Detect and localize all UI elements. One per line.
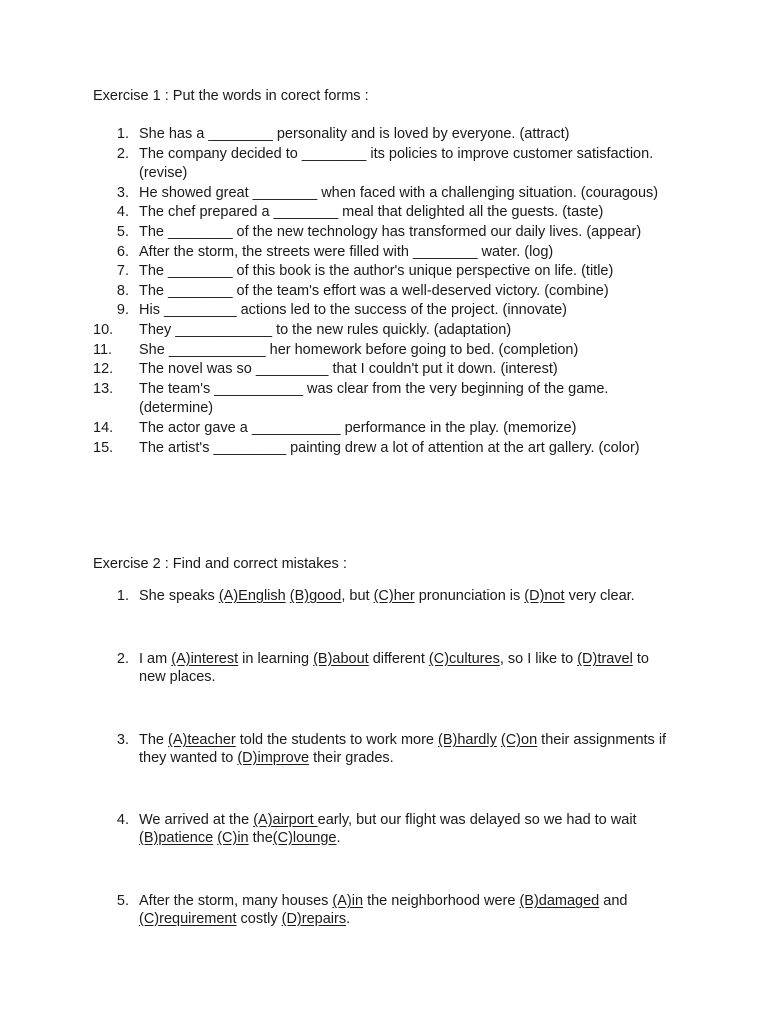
answer-option: (C)her [373, 588, 415, 604]
item-number: 10. [93, 321, 114, 338]
sentence-fragment: , so I like to [499, 651, 578, 667]
item-text: The actor gave a ___________ performance in the play. (memorize) [139, 419, 577, 436]
answer-option: (C)in [217, 829, 249, 846]
item-number: 5. [116, 223, 129, 240]
sentence-fragment: . [346, 910, 351, 927]
list-item [93, 223, 679, 243]
item-text: The team's ___________ was clear from the very beginning of the game. (determine) [139, 380, 609, 417]
item-number: 4. [116, 812, 129, 828]
item-number: 2. [116, 145, 129, 162]
item-number: 15. [93, 439, 114, 456]
answer-option: (B)patience [139, 829, 214, 846]
sentence-fragment: different [368, 651, 429, 667]
sentence-fragment: their grades. [309, 749, 394, 766]
list-item [93, 439, 679, 459]
answer-option: (D)travel [577, 651, 633, 667]
item-number: 4. [116, 204, 129, 221]
sentence-fragment: , but [341, 588, 374, 604]
exercise-2-heading: Exercise 2 : Find and correct mistakes : [93, 556, 347, 572]
list-item [93, 419, 679, 439]
item-number: 2. [116, 651, 129, 667]
answer-option: (A)airport [253, 812, 318, 828]
item-text [139, 732, 666, 766]
sentence-fragment: pronunciation is [414, 588, 525, 604]
item-text: She has a ________ personality and is loved by everyone. (attract) [139, 126, 570, 142]
list-item [93, 893, 679, 928]
answer-option: (A)English [218, 588, 286, 604]
sentence-fragment: in learning [238, 651, 314, 667]
item-text: The novel was so _________ that I couldn't put it down. (interest) [139, 361, 558, 378]
list-item [93, 588, 679, 606]
item-number: 8. [116, 282, 129, 299]
answer-option: (B)hardly [438, 732, 497, 748]
answer-option: (D)not [524, 588, 565, 604]
answer-option: (A)teacher [168, 732, 236, 748]
answer-option: (A)interest [171, 651, 239, 667]
item-text: The ________ of this book is the author's unique perspective on life. (title) [139, 263, 614, 280]
list-item [93, 380, 679, 419]
sentence-fragment: very clear. [564, 588, 635, 604]
item-number: 13. [93, 380, 114, 397]
sentence-fragment: and [599, 893, 628, 909]
list-item [93, 243, 679, 263]
item-number: 3. [116, 732, 129, 748]
sentence-fragment: After the storm, many houses [139, 893, 333, 909]
sentence-fragment: We arrived at the [139, 812, 254, 828]
item-text [139, 651, 649, 685]
list-item [93, 321, 679, 341]
item-text: They ____________ to the new rules quickly. (adaptation) [139, 321, 512, 338]
answer-option: (C)cultures [428, 651, 500, 667]
sentence-fragment: She speaks [139, 588, 219, 604]
item-text: She ____________ her homework before going to bed. (completion) [139, 341, 579, 358]
item-text: His _________ actions led to the success of the project. (innovate) [139, 302, 568, 319]
list-item [93, 145, 679, 184]
list-item [93, 651, 679, 686]
list-item [93, 341, 679, 361]
sentence-fragment: told the students to work more [235, 732, 439, 748]
answer-option: (C)lounge [272, 829, 337, 846]
answer-option: (D)repairs [281, 910, 347, 927]
item-number: 6. [116, 243, 129, 260]
item-text: The company decided to ________ its policies to improve customer satisfaction. (revise) [139, 145, 654, 182]
item-text: After the storm, the streets were filled with ________ water. (log) [139, 243, 554, 260]
list-item [93, 812, 679, 847]
sentence-fragment: . [336, 829, 341, 846]
list-item [93, 360, 679, 380]
item-number: 9. [116, 302, 129, 319]
list-item [93, 732, 679, 767]
exercise-1-heading: Exercise 1 : Put the words in corect forms : [93, 88, 369, 104]
sentence-fragment: to new places. [139, 651, 649, 685]
answer-option: (D)improve [237, 749, 310, 766]
list-item [93, 301, 679, 321]
answer-option: (C)on [500, 732, 538, 748]
sentence-fragment: early, but our flight was delayed so we had to wait [317, 812, 637, 828]
item-number: 12. [93, 361, 114, 378]
answer-option: (B)damaged [519, 893, 600, 909]
item-text: The artist's _________ painting drew a lot of attention at the art gallery. (color) [139, 439, 640, 456]
item-text: The ________ of the new technology has transformed our daily lives. (appear) [139, 223, 642, 240]
sentence-fragment: I am [139, 651, 172, 667]
item-number: 1. [116, 588, 129, 604]
item-number: 7. [116, 263, 129, 280]
item-text: The chef prepared a ________ meal that delighted all the guests. (taste) [139, 204, 604, 221]
item-text [139, 893, 627, 927]
answer-option: (A)in [332, 893, 364, 909]
item-text: The ________ of the team's effort was a well-deserved victory. (combine) [139, 282, 609, 299]
sentence-fragment: the neighborhood were [363, 893, 520, 909]
item-text [139, 812, 637, 846]
list-item [93, 262, 679, 282]
item-text: He showed great ________ when faced with a challenging situation. (couragous) [139, 184, 659, 201]
list-item [93, 184, 679, 204]
item-number: 3. [116, 184, 129, 201]
sentence-fragment: their assignments if they wanted to [139, 732, 667, 766]
answer-option: (B)good [289, 588, 342, 604]
item-number: 11. [93, 341, 113, 358]
list-item [93, 125, 679, 145]
sentence-fragment: the [248, 829, 273, 846]
item-number: 5. [116, 893, 129, 909]
sentence-fragment: costly [236, 910, 282, 927]
answer-option: (C)requirement [139, 910, 237, 927]
exercise-1-list [93, 125, 679, 458]
sentence-fragment: The [139, 732, 169, 748]
answer-option: (B)about [313, 651, 369, 667]
list-item [93, 203, 679, 223]
list-item [93, 282, 679, 302]
item-number: 14. [93, 419, 114, 436]
item-number: 1. [116, 126, 129, 142]
item-text [139, 588, 635, 604]
